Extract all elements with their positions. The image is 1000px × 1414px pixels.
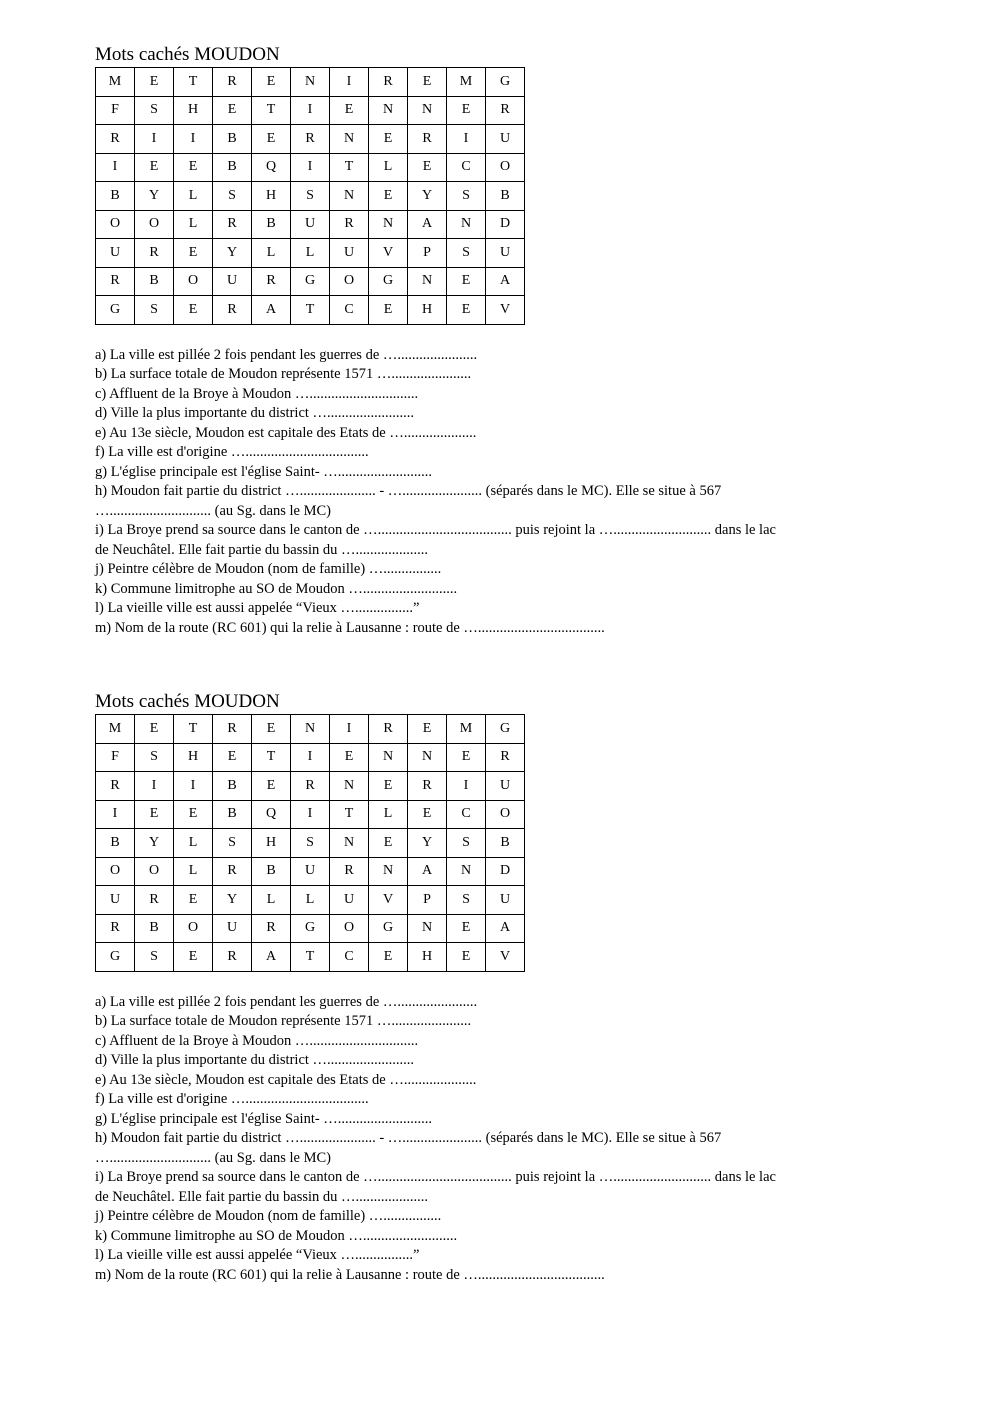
grid-cell: I	[174, 125, 213, 154]
grid-cell: B	[135, 914, 174, 943]
grid-cell: I	[291, 743, 330, 772]
grid-cell: N	[369, 96, 408, 125]
grid-cell: L	[291, 239, 330, 268]
grid-cell: E	[369, 182, 408, 211]
grid-cell: I	[447, 772, 486, 801]
grid-cell: R	[96, 772, 135, 801]
grid-cell: B	[252, 857, 291, 886]
grid-cell: Y	[135, 182, 174, 211]
worksheet-title: Mots cachés MOUDON	[95, 44, 280, 65]
grid-cell: M	[447, 715, 486, 744]
grid-cell: N	[408, 743, 447, 772]
grid-cell: E	[447, 96, 486, 125]
question-line: h) Moudon fait partie du district …..................... - …...................... (séparés dans le MC). Elle se situe à 567	[95, 1130, 722, 1146]
grid-cell: S	[135, 296, 174, 325]
grid-cell: R	[291, 125, 330, 154]
grid-cell: E	[447, 914, 486, 943]
question-line: c) Affluent de la Broye à Moudon …..............................	[95, 385, 419, 402]
grid-row	[96, 886, 525, 915]
grid-cell: Y	[408, 182, 447, 211]
grid-cell: Q	[252, 153, 291, 182]
grid-cell: S	[135, 943, 174, 972]
grid-row	[96, 182, 525, 211]
grid-cell: Y	[213, 886, 252, 915]
grid-cell: B	[96, 829, 135, 858]
grid-cell: E	[369, 125, 408, 154]
grid-cell: E	[447, 267, 486, 296]
grid-cell: P	[408, 239, 447, 268]
grid-cell: N	[408, 96, 447, 125]
grid-cell: O	[330, 914, 369, 943]
grid-cell: A	[252, 296, 291, 325]
grid-cell: E	[408, 715, 447, 744]
grid-cell: R	[213, 943, 252, 972]
grid-cell: E	[447, 296, 486, 325]
grid-cell: S	[213, 182, 252, 211]
question-line: b) La surface totale de Moudon représente 1571 …......................	[95, 366, 472, 382]
grid-cell: E	[174, 800, 213, 829]
question-line: e) Au 13e siècle, Moudon est capitale des Etats de …....................	[95, 424, 477, 441]
grid-cell: L	[174, 857, 213, 886]
grid-cell: N	[291, 68, 330, 97]
grid-cell: G	[369, 267, 408, 296]
grid-cell: U	[96, 239, 135, 268]
grid-cell: G	[291, 267, 330, 296]
question-line: j) Peintre célèbre de Moudon (nom de famille) …................	[95, 561, 442, 577]
grid-cell: E	[408, 68, 447, 97]
grid-cell: L	[174, 210, 213, 239]
grid-cell: P	[408, 886, 447, 915]
grid-cell: H	[252, 829, 291, 858]
grid-cell: E	[369, 829, 408, 858]
grid-row	[96, 153, 525, 182]
question-line: g) L'église principale est l'église Saint- …..........................	[95, 1110, 433, 1127]
grid-cell: R	[486, 743, 525, 772]
grid-cell: E	[369, 943, 408, 972]
grid-cell: C	[330, 296, 369, 325]
grid-cell: S	[135, 96, 174, 125]
grid-cell: O	[486, 800, 525, 829]
worksheet-copy-1	[95, 44, 915, 638]
grid-cell: U	[213, 267, 252, 296]
grid-cell: T	[291, 296, 330, 325]
grid-cell: M	[96, 715, 135, 744]
question-list	[95, 346, 915, 639]
grid-cell: I	[291, 96, 330, 125]
grid-cell: I	[291, 800, 330, 829]
grid-cell: A	[408, 857, 447, 886]
question-line: f) La ville est d'origine …..................................	[95, 1091, 369, 1107]
grid-cell: E	[174, 296, 213, 325]
grid-cell: C	[447, 800, 486, 829]
grid-cell: N	[369, 857, 408, 886]
grid-cell: E	[174, 239, 213, 268]
grid-cell: I	[174, 772, 213, 801]
question-line: f) La ville est d'origine …..................................	[95, 444, 369, 460]
grid-cell: H	[408, 943, 447, 972]
question-line: i) La Broye prend sa source dans le canton de …..................................... puis rejoint la …........................... dans le lac	[95, 522, 776, 538]
worksheet-copy-2	[95, 691, 915, 1285]
grid-cell: O	[96, 210, 135, 239]
grid-cell: R	[213, 857, 252, 886]
question-line: l) La vieille ville est aussi appelée “Vieux …................”	[95, 1247, 420, 1263]
grid-cell: B	[213, 153, 252, 182]
question-line: e) Au 13e siècle, Moudon est capitale des Etats de …....................	[95, 1071, 477, 1088]
grid-row	[96, 239, 525, 268]
grid-cell: R	[135, 886, 174, 915]
grid-cell: E	[135, 715, 174, 744]
grid-cell: I	[96, 800, 135, 829]
grid-cell: T	[330, 153, 369, 182]
grid-cell: E	[174, 943, 213, 972]
grid-cell: N	[291, 715, 330, 744]
grid-cell: E	[330, 743, 369, 772]
question-line: i) La Broye prend sa source dans le canton de …..................................... puis rejoint la …........................... dans le lac	[95, 1169, 776, 1185]
grid-row	[96, 267, 525, 296]
grid-cell: G	[96, 296, 135, 325]
grid-cell: B	[96, 182, 135, 211]
question-line: m) Nom de la route (RC 601) qui la relie à Lausanne : route de …...................................	[95, 1266, 605, 1283]
grid-cell: U	[486, 772, 525, 801]
grid-cell: A	[486, 914, 525, 943]
grid-cell: S	[447, 239, 486, 268]
grid-cell: R	[252, 267, 291, 296]
grid-cell: R	[213, 68, 252, 97]
grid-cell: U	[330, 886, 369, 915]
grid-cell: N	[447, 210, 486, 239]
question-line: k) Commune limitrophe au SO de Moudon …..........................	[95, 1227, 458, 1244]
grid-cell: B	[486, 182, 525, 211]
grid-cell: N	[330, 772, 369, 801]
grid-cell: H	[252, 182, 291, 211]
worksheet-title: Mots cachés MOUDON	[95, 691, 280, 712]
grid-cell: R	[213, 296, 252, 325]
question-line: m) Nom de la route (RC 601) qui la relie à Lausanne : route de …...................................	[95, 619, 605, 636]
grid-row	[96, 772, 525, 801]
grid-cell: R	[213, 715, 252, 744]
grid-cell: U	[486, 125, 525, 154]
grid-cell: F	[96, 96, 135, 125]
question-line: c) Affluent de la Broye à Moudon …..............................	[95, 1032, 419, 1049]
grid-cell: L	[174, 829, 213, 858]
question-line: k) Commune limitrophe au SO de Moudon …..........................	[95, 580, 458, 597]
grid-cell: U	[486, 239, 525, 268]
question-line: g) L'église principale est l'église Saint- …..........................	[95, 463, 433, 480]
grid-row	[96, 715, 525, 744]
grid-cell: U	[96, 886, 135, 915]
grid-cell: E	[408, 153, 447, 182]
question-line: a) La ville est pillée 2 fois pendant les guerres de …......................	[95, 993, 478, 1010]
grid-cell: U	[486, 886, 525, 915]
grid-cell: N	[447, 857, 486, 886]
question-line: …............................ (au Sg. dans le MC)	[95, 1149, 332, 1166]
grid-cell: R	[252, 914, 291, 943]
grid-cell: E	[135, 68, 174, 97]
grid-cell: R	[369, 715, 408, 744]
grid-cell: B	[213, 772, 252, 801]
grid-cell: T	[291, 943, 330, 972]
grid-cell: N	[330, 125, 369, 154]
question-line: …............................ (au Sg. dans le MC)	[95, 502, 332, 519]
grid-cell: N	[369, 210, 408, 239]
grid-cell: O	[96, 857, 135, 886]
grid-cell: I	[135, 772, 174, 801]
grid-cell: T	[330, 800, 369, 829]
grid-cell: B	[213, 125, 252, 154]
grid-cell: F	[96, 743, 135, 772]
grid-cell: L	[369, 153, 408, 182]
grid-row	[96, 914, 525, 943]
grid-cell: N	[330, 829, 369, 858]
grid-cell: E	[252, 125, 291, 154]
question-line: l) La vieille ville est aussi appelée “Vieux …................”	[95, 600, 420, 616]
grid-cell: N	[408, 267, 447, 296]
grid-cell: D	[486, 857, 525, 886]
grid-cell: R	[96, 267, 135, 296]
grid-cell: I	[330, 68, 369, 97]
grid-row	[96, 68, 525, 97]
grid-cell: R	[369, 68, 408, 97]
grid-cell: O	[330, 267, 369, 296]
grid-cell: B	[135, 267, 174, 296]
grid-cell: N	[330, 182, 369, 211]
grid-cell: L	[174, 182, 213, 211]
grid-cell: E	[135, 153, 174, 182]
grid-cell: E	[252, 68, 291, 97]
grid-cell: V	[369, 239, 408, 268]
grid-cell: E	[447, 743, 486, 772]
grid-row	[96, 210, 525, 239]
question-line: a) La ville est pillée 2 fois pendant les guerres de …......................	[95, 346, 478, 363]
grid-row	[96, 125, 525, 154]
grid-cell: B	[213, 800, 252, 829]
grid-cell: A	[486, 267, 525, 296]
grid-cell: T	[174, 715, 213, 744]
grid-cell: G	[291, 914, 330, 943]
grid-row	[96, 943, 525, 972]
question-list	[95, 993, 915, 1286]
grid-cell: B	[486, 829, 525, 858]
question-line: j) Peintre célèbre de Moudon (nom de famille) …................	[95, 1208, 442, 1224]
grid-cell: L	[291, 886, 330, 915]
grid-row	[96, 296, 525, 325]
grid-cell: O	[135, 210, 174, 239]
grid-cell: Y	[408, 829, 447, 858]
grid-cell: U	[291, 857, 330, 886]
grid-cell: E	[369, 296, 408, 325]
grid-cell: V	[486, 296, 525, 325]
grid-cell: E	[174, 153, 213, 182]
grid-cell: G	[486, 68, 525, 97]
grid-cell: M	[96, 68, 135, 97]
question-line: d) Ville la plus importante du district …........................	[95, 405, 415, 421]
grid-cell: T	[252, 96, 291, 125]
grid-cell: R	[213, 210, 252, 239]
grid-cell: G	[486, 715, 525, 744]
grid-cell: R	[330, 857, 369, 886]
grid-row	[96, 857, 525, 886]
grid-cell: R	[408, 125, 447, 154]
grid-cell: I	[135, 125, 174, 154]
grid-cell: M	[447, 68, 486, 97]
word-search-grid	[95, 67, 525, 325]
grid-cell: A	[408, 210, 447, 239]
grid-cell: S	[213, 829, 252, 858]
grid-row	[96, 829, 525, 858]
grid-cell: V	[486, 943, 525, 972]
grid-cell: E	[213, 96, 252, 125]
grid-cell: H	[174, 96, 213, 125]
grid-cell: L	[252, 239, 291, 268]
grid-cell: E	[252, 715, 291, 744]
grid-cell: O	[135, 857, 174, 886]
grid-cell: S	[135, 743, 174, 772]
grid-cell: E	[135, 800, 174, 829]
question-line: de Neuchâtel. Elle fait partie du bassin du …....................	[95, 541, 429, 558]
grid-cell: T	[252, 743, 291, 772]
grid-cell: R	[96, 914, 135, 943]
grid-cell: E	[369, 772, 408, 801]
grid-cell: O	[174, 914, 213, 943]
grid-row	[96, 800, 525, 829]
grid-cell: V	[369, 886, 408, 915]
grid-cell: R	[96, 125, 135, 154]
grid-cell: C	[447, 153, 486, 182]
question-line: b) La surface totale de Moudon représente 1571 …......................	[95, 1013, 472, 1029]
grid-cell: E	[408, 800, 447, 829]
question-line: de Neuchâtel. Elle fait partie du bassin du …....................	[95, 1188, 429, 1205]
grid-cell: A	[252, 943, 291, 972]
grid-cell: Q	[252, 800, 291, 829]
grid-cell: R	[408, 772, 447, 801]
grid-cell: E	[252, 772, 291, 801]
grid-cell: U	[291, 210, 330, 239]
grid-cell: E	[174, 886, 213, 915]
grid-cell: I	[447, 125, 486, 154]
grid-cell: B	[252, 210, 291, 239]
grid-cell: G	[96, 943, 135, 972]
grid-cell: T	[174, 68, 213, 97]
grid-cell: C	[330, 943, 369, 972]
grid-cell: L	[252, 886, 291, 915]
grid-cell: U	[213, 914, 252, 943]
grid-cell: R	[291, 772, 330, 801]
grid-cell: I	[291, 153, 330, 182]
grid-cell: S	[291, 182, 330, 211]
grid-cell: U	[330, 239, 369, 268]
question-line: d) Ville la plus importante du district …........................	[95, 1052, 415, 1068]
grid-cell: N	[369, 743, 408, 772]
grid-cell: H	[408, 296, 447, 325]
word-search-grid	[95, 714, 525, 972]
grid-cell: E	[213, 743, 252, 772]
grid-cell: E	[330, 96, 369, 125]
grid-row	[96, 743, 525, 772]
question-line: h) Moudon fait partie du district …..................... - …...................... (séparés dans le MC). Elle se situe à 567	[95, 483, 722, 499]
grid-cell: D	[486, 210, 525, 239]
grid-row	[96, 96, 525, 125]
grid-cell: G	[369, 914, 408, 943]
grid-cell: L	[369, 800, 408, 829]
grid-cell: I	[330, 715, 369, 744]
grid-cell: R	[135, 239, 174, 268]
grid-cell: H	[174, 743, 213, 772]
grid-cell: R	[330, 210, 369, 239]
grid-cell: Y	[135, 829, 174, 858]
grid-cell: I	[96, 153, 135, 182]
grid-cell: S	[447, 829, 486, 858]
grid-cell: S	[447, 886, 486, 915]
grid-cell: E	[447, 943, 486, 972]
grid-cell: S	[447, 182, 486, 211]
grid-cell: O	[174, 267, 213, 296]
grid-cell: S	[291, 829, 330, 858]
grid-cell: R	[486, 96, 525, 125]
grid-cell: O	[486, 153, 525, 182]
grid-cell: N	[408, 914, 447, 943]
grid-cell: Y	[213, 239, 252, 268]
